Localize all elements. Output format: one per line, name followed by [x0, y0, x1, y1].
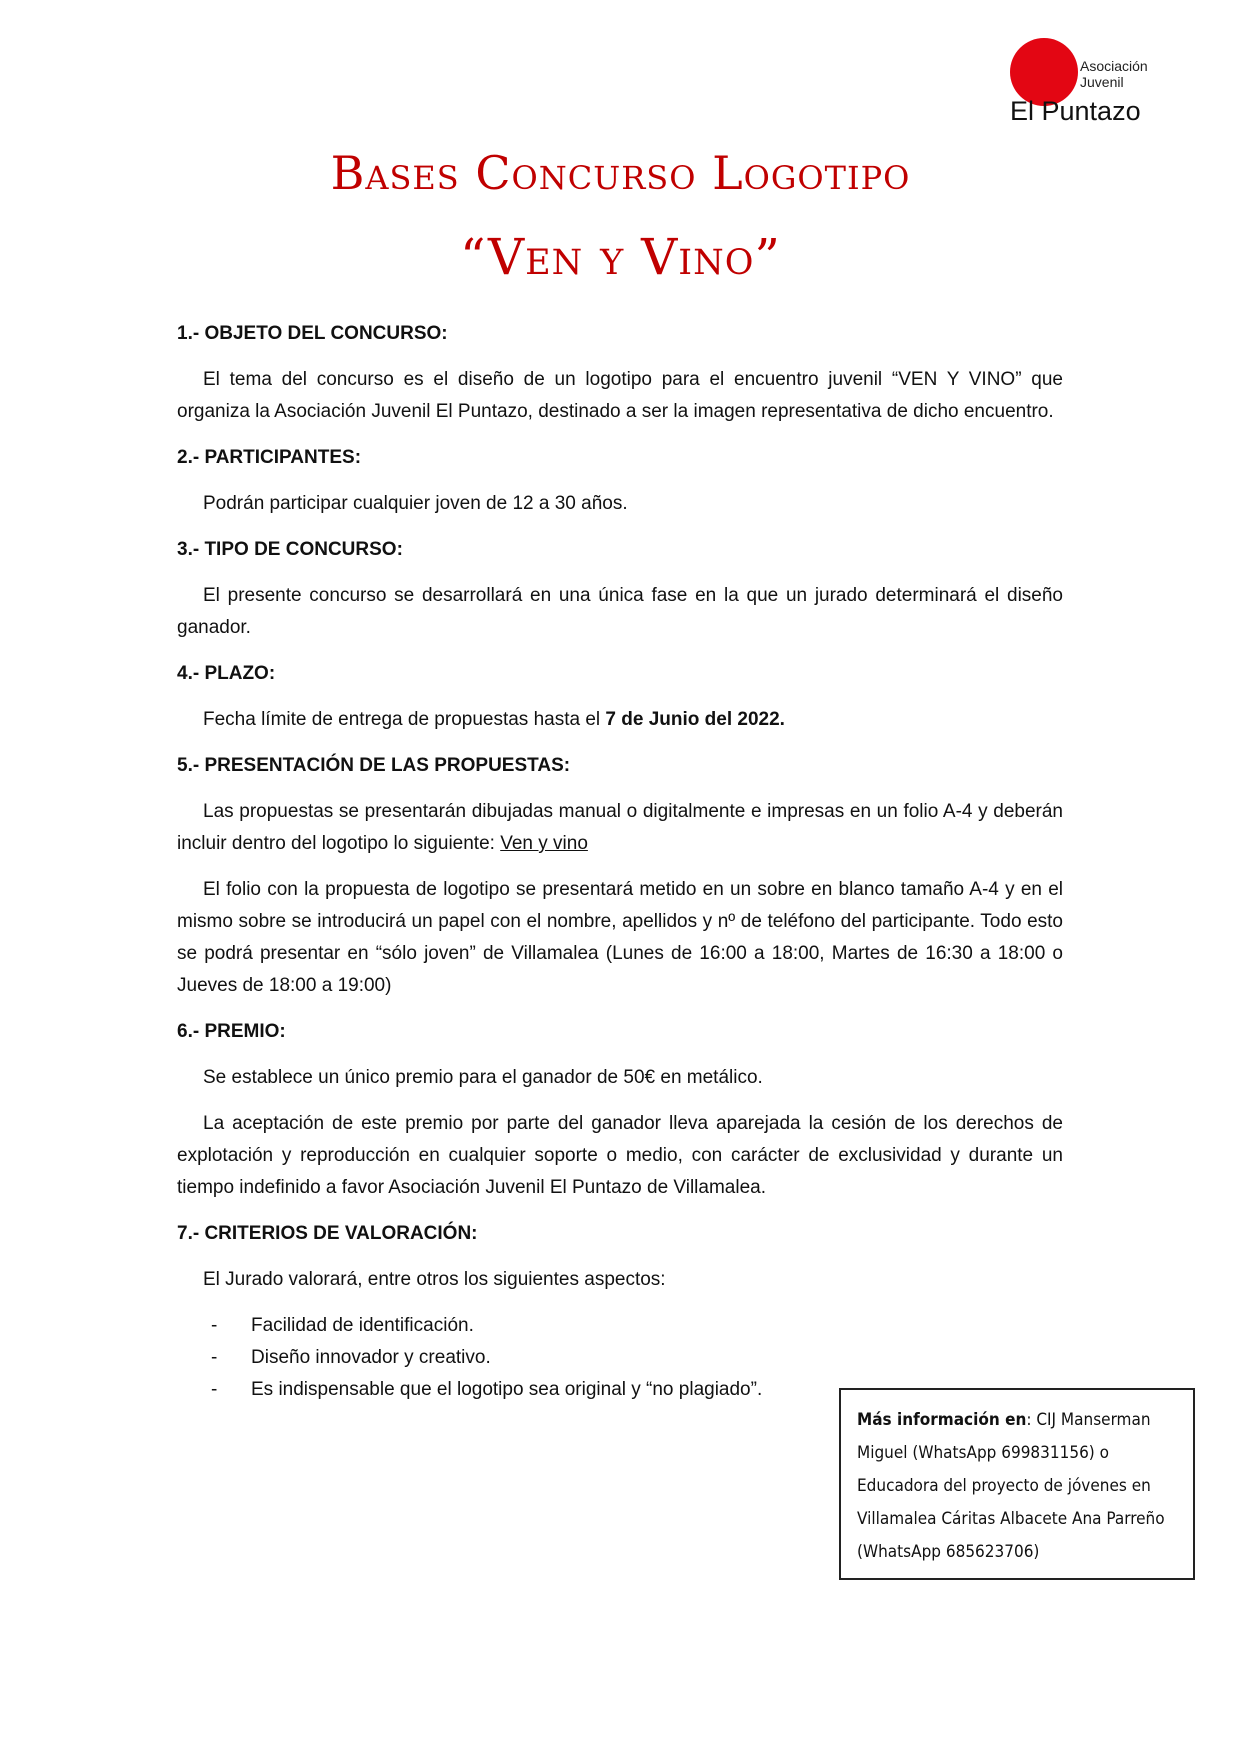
more-info-box	[839, 1388, 1195, 1580]
section-7-heading: 7.- CRITERIOS DE VALORACIÓN:	[177, 1223, 478, 1244]
section-6-paragraph-2: La aceptación de este premio por parte del ganador lleva aparejada la cesión de los derechos de explotación y reproducción en cualquier soporte o medio, con carácter de exclusividad y durante un tiempo indefinido a favor Asociación Juvenil El Puntazo de Villamalea.	[177, 1113, 1063, 1198]
section-1-heading: 1.- OBJETO DEL CONCURSO:	[177, 323, 448, 344]
submission-text: Las propuestas se presentarán dibujadas manual o digitalmente e impresas en un folio A-4 y deberán incluir dentro del logotipo lo siguiente:	[177, 801, 1063, 854]
logo-text-juvenil: Juvenil	[1080, 74, 1124, 90]
section-4-paragraph	[177, 704, 1063, 736]
more-info-text: : CIJ Manserman Miguel (WhatsApp 699831156) o Educadora del proyecto de jóvenes en Villamalea Cáritas Albacete Ana Parreño (WhatsApp 685623706)	[857, 1410, 1165, 1562]
section-4-heading: 4.- PLAZO:	[177, 663, 276, 684]
list-item: - Es indispensable que el logotipo sea original y “no plagiado”.	[211, 1379, 763, 1400]
document-body	[177, 318, 1063, 1406]
criteria-item-2: Diseño innovador y creativo.	[251, 1347, 491, 1368]
list-item: - Diseño innovador y creativo.	[211, 1347, 491, 1368]
association-logo	[1010, 38, 1170, 128]
section-2-heading: 2.- PARTICIPANTES:	[177, 447, 362, 468]
required-logo-text: Ven y vino	[500, 833, 588, 854]
criteria-item-1: Facilidad de identificación.	[251, 1315, 474, 1336]
section-1-paragraph: El tema del concurso es el diseño de un logotipo para el encuentro juvenil “VEN Y VINO” que organiza la Asociación Juvenil El Puntazo, destinado a ser la imagen representativa de dicho encuentro.	[177, 369, 1063, 422]
section-5-paragraph-2: El folio con la propuesta de logotipo se presentará metido en un sobre en blanco tamaño A-4 y en el mismo sobre se introducirá un papel con el nombre, apellidos y nº de teléfono del participante. Todo esto se podrá presentar en “sólo joven” de Villamalea (Lunes de 16:00 a 18:00, Martes de 16:30 a 18:00 o Jueves de 18:00 a 19:00)	[177, 879, 1063, 996]
section-2-paragraph: Podrán participar cualquier joven de 12 a 30 años.	[203, 493, 628, 514]
section-6-paragraph-1: Se establece un único premio para el ganador de 50€ en metálico.	[203, 1067, 763, 1088]
document-title: Bases Concurso Logotipo	[330, 146, 911, 200]
section-5-paragraph-1	[177, 796, 1063, 860]
deadline-text: Fecha límite de entrega de propuestas hasta el	[203, 709, 606, 730]
section-7-paragraph: El Jurado valorará, entre otros los siguientes aspectos:	[203, 1269, 666, 1290]
deadline-date: 7 de Junio del 2022.	[605, 709, 785, 730]
more-info-label: Más información en	[857, 1410, 1027, 1430]
criteria-item-3: Es indispensable que el logotipo sea original y “no plagiado”.	[251, 1379, 763, 1400]
section-6-heading: 6.- PREMIO:	[177, 1021, 286, 1042]
document-subtitle: “Ven y Vino”	[460, 228, 781, 286]
logo-text-asociacion: Asociación	[1080, 58, 1148, 74]
section-3-heading: 3.- TIPO DE CONCURSO:	[177, 539, 403, 560]
section-3-paragraph: El presente concurso se desarrollará en una única fase en la que un jurado determinará el diseño ganador.	[177, 585, 1063, 638]
list-item: - Facilidad de identificación.	[211, 1315, 474, 1336]
section-5-heading: 5.- PRESENTACIÓN DE LAS PROPUESTAS:	[177, 755, 571, 776]
logo-text-el-puntazo: El Puntazo	[1010, 96, 1141, 126]
